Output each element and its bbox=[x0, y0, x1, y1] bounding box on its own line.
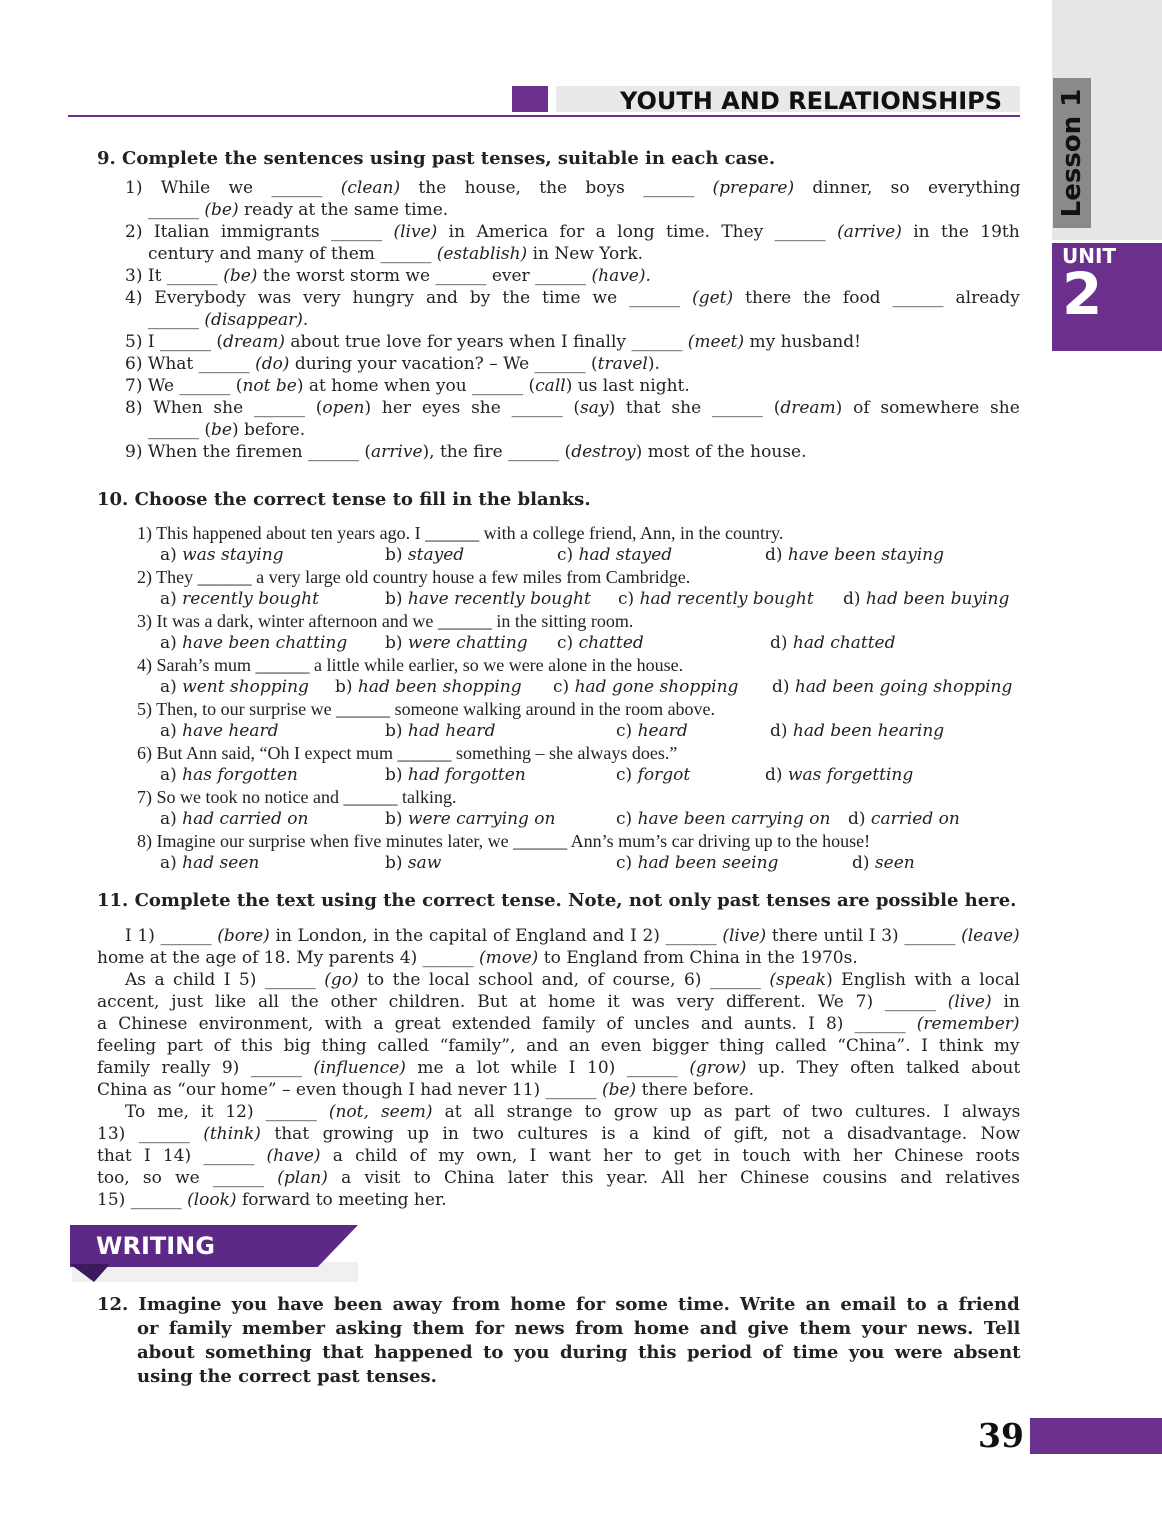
text-segment: 7) We ______ ( bbox=[125, 376, 243, 396]
verb-hint: (establish) bbox=[436, 244, 528, 264]
exercise-11-line bbox=[97, 1123, 1020, 1145]
option-letter: a) bbox=[160, 589, 183, 609]
option-text: were chatting bbox=[407, 633, 528, 653]
exercise-11-line bbox=[97, 1145, 1020, 1167]
exercise-10-question: 2) They ______ a very large old country house a few miles from Cambridge. bbox=[137, 567, 691, 587]
text-segment: in London, in the capital of England and I 2) ______ bbox=[269, 926, 723, 946]
answer-option bbox=[852, 852, 915, 874]
option-letter: a) bbox=[160, 853, 183, 873]
text-segment: 5) I ______ ( bbox=[125, 332, 224, 352]
text-segment: ) at home when you ______ ( bbox=[296, 376, 536, 396]
answer-option bbox=[765, 544, 944, 566]
verb-hint: (speak bbox=[769, 970, 827, 990]
option-letter: c) bbox=[553, 677, 575, 697]
option-text: had heard bbox=[407, 721, 496, 741]
verb-hint: (go) bbox=[324, 970, 359, 990]
option-letter: a) bbox=[160, 765, 183, 785]
verb-hint: (influence) bbox=[313, 1058, 406, 1078]
answer-option bbox=[335, 676, 522, 698]
text-segment: too, so we ______ bbox=[97, 1168, 278, 1188]
text-segment: ), the fire ______ ( bbox=[422, 442, 572, 462]
text-segment: to the local school and, of course, 6) ______ bbox=[358, 970, 770, 990]
exercise-10-question: 3) It was a dark, winter afternoon and we ______ in the sitting room. bbox=[137, 611, 634, 631]
option-text: carried on bbox=[870, 809, 960, 829]
text-segment: ) before. bbox=[232, 420, 306, 440]
answer-option bbox=[160, 632, 347, 654]
text-segment: me a lot while I 10) ______ bbox=[405, 1058, 690, 1078]
exercise-10-question: 7) So we took no notice and ______ talking. bbox=[137, 787, 457, 807]
verb-hint: (think) bbox=[203, 1124, 261, 1144]
option-letter: b) bbox=[385, 633, 408, 653]
verb-hint: say bbox=[580, 398, 609, 418]
option-text: had been seeing bbox=[637, 853, 779, 873]
option-letter: b) bbox=[385, 765, 408, 785]
answer-option bbox=[616, 808, 830, 830]
option-text: were carrying on bbox=[407, 809, 556, 829]
writing-banner-label: WRITING bbox=[96, 1232, 215, 1260]
verb-hint: open bbox=[322, 398, 365, 418]
option-text: was staying bbox=[182, 545, 284, 565]
exercise-9-line bbox=[125, 353, 660, 375]
answer-option bbox=[616, 720, 688, 742]
text-segment: that growing up in two cultures is a kind of gift, not a disadvantage. Now bbox=[260, 1124, 1021, 1144]
exercise-12-line: about something that happened to you during this period of time you were absent bbox=[137, 1342, 1021, 1363]
exercise-9-line bbox=[148, 243, 643, 265]
exercise-9-line bbox=[125, 265, 651, 287]
text-segment: 15) ______ bbox=[97, 1190, 188, 1210]
header-rule bbox=[68, 115, 1020, 117]
option-letter: c) bbox=[616, 721, 638, 741]
text-segment: dinner, so everything bbox=[794, 178, 1021, 198]
text-segment: China as “our home” – even though I had never 11) ______ bbox=[97, 1080, 602, 1100]
text-segment: in bbox=[991, 992, 1020, 1012]
verb-hint: (remember) bbox=[916, 1014, 1020, 1034]
option-text: had stayed bbox=[578, 545, 673, 565]
option-letter: c) bbox=[616, 853, 638, 873]
answer-option bbox=[765, 764, 913, 786]
verb-hint: (plan) bbox=[277, 1168, 328, 1188]
verb-hint: (clean) bbox=[340, 178, 401, 198]
exercise-11-line bbox=[125, 1101, 1020, 1123]
text-segment: ______ bbox=[148, 310, 205, 330]
exercise-11-line bbox=[97, 1035, 1020, 1057]
text-segment: that I 14) ______ bbox=[97, 1146, 267, 1166]
text-segment: 8) When she ______ ( bbox=[125, 398, 323, 418]
text-segment: there the food ______ already bbox=[733, 288, 1020, 308]
verb-hint: (get) bbox=[692, 288, 734, 308]
verb-hint: dream bbox=[780, 398, 836, 418]
verb-hint: (arrive) bbox=[837, 222, 902, 242]
text-segment: ) of somewhere she bbox=[835, 398, 1020, 418]
option-letter: a) bbox=[160, 809, 183, 829]
text-segment: ) that she ______ ( bbox=[608, 398, 781, 418]
text-segment: ______ bbox=[148, 200, 205, 220]
answer-option bbox=[385, 764, 526, 786]
exercise-11-line bbox=[97, 1167, 1020, 1189]
verb-hint: (be) bbox=[204, 200, 239, 220]
option-letter: b) bbox=[385, 545, 408, 565]
exercise-11-line bbox=[97, 1013, 1020, 1035]
verb-hint: (live) bbox=[722, 926, 767, 946]
page-number: 39 bbox=[978, 1416, 1024, 1455]
answer-option bbox=[160, 544, 284, 566]
verb-hint: (be) bbox=[601, 1080, 637, 1100]
exercise-9-line bbox=[125, 441, 807, 463]
option-text: had forgotten bbox=[407, 765, 526, 785]
verb-hint: call bbox=[535, 376, 566, 396]
verb-hint: (prepare) bbox=[712, 178, 795, 198]
text-segment: ). bbox=[647, 354, 660, 374]
exercise-9-line bbox=[148, 309, 308, 331]
option-letter: c) bbox=[557, 633, 579, 653]
answer-option bbox=[770, 720, 944, 742]
answer-option bbox=[770, 632, 896, 654]
answer-option bbox=[848, 808, 960, 830]
verb-hint: travel bbox=[597, 354, 648, 374]
option-text: had carried on bbox=[182, 809, 309, 829]
text-segment: ) English with a local bbox=[826, 970, 1020, 990]
text-segment: there before. bbox=[636, 1080, 755, 1100]
option-text: has forgotten bbox=[182, 765, 298, 785]
exercise-10-question: 5) Then, to our surprise we ______ someone walking around in the room above. bbox=[137, 699, 716, 719]
text-segment: 4) Everybody was very hungry and by the time we ______ bbox=[125, 288, 693, 308]
option-text: saw bbox=[407, 853, 442, 873]
option-text: stayed bbox=[407, 545, 465, 565]
option-text: had been shopping bbox=[357, 677, 522, 697]
text-segment: family really 9) ______ bbox=[97, 1058, 314, 1078]
option-text: had chatted bbox=[792, 633, 896, 653]
answer-option bbox=[385, 588, 591, 610]
text-segment: I 1) ______ bbox=[125, 926, 218, 946]
verb-hint: dream) bbox=[223, 332, 285, 352]
option-letter: d) bbox=[848, 809, 871, 829]
text-segment: ) most of the house. bbox=[635, 442, 807, 462]
option-text: went shopping bbox=[182, 677, 309, 697]
text-segment: at all strange to grow up as part of two cultures. I always bbox=[432, 1102, 1021, 1122]
option-letter: d) bbox=[765, 545, 788, 565]
exercise-9-title: 9. Complete the sentences using past tenses, suitable in each case. bbox=[97, 148, 776, 169]
option-text: was forgetting bbox=[787, 765, 914, 785]
text-segment: To me, it 12) ______ bbox=[125, 1102, 329, 1122]
verb-hint: not be bbox=[242, 376, 297, 396]
answer-option bbox=[160, 720, 278, 742]
option-text: chatted bbox=[578, 633, 644, 653]
answer-option bbox=[618, 588, 814, 610]
text-segment: 3) It ______ bbox=[125, 266, 224, 286]
verb-hint: (leave) bbox=[961, 926, 1020, 946]
exercise-10-question: 8) Imagine our surprise when five minutes later, we ______ Ann’s mum’s car driving up to the house! bbox=[137, 831, 871, 851]
lesson-label: Lesson 1 bbox=[1057, 88, 1087, 218]
option-letter: d) bbox=[765, 765, 788, 785]
option-text: had been buying bbox=[865, 589, 1010, 609]
verb-hint: (not, seem) bbox=[328, 1102, 433, 1122]
text-segment: 6) What ______ bbox=[125, 354, 256, 374]
option-letter: c) bbox=[618, 589, 640, 609]
exercise-11-line bbox=[97, 1057, 1020, 1079]
exercise-9-line bbox=[125, 287, 1020, 309]
page-number-bar bbox=[1030, 1418, 1162, 1454]
exercise-11-line bbox=[97, 1079, 754, 1101]
text-segment: during your vacation? – We ______ ( bbox=[289, 354, 598, 374]
answer-option bbox=[385, 632, 528, 654]
verb-hint: (move) bbox=[479, 948, 539, 968]
answer-option bbox=[772, 676, 1012, 698]
verb-hint: be bbox=[211, 420, 232, 440]
page-header-title: YOUTH AND RELATIONSHIPS bbox=[619, 87, 1002, 115]
unit-label: UNIT bbox=[1062, 244, 1117, 268]
option-letter: b) bbox=[385, 589, 408, 609]
option-text: seen bbox=[874, 853, 915, 873]
text-segment: 9) When the firemen ______ ( bbox=[125, 442, 372, 462]
verb-hint: destroy bbox=[571, 442, 636, 462]
option-letter: d) bbox=[772, 677, 795, 697]
text-segment: century and many of them ______ bbox=[148, 244, 437, 264]
answer-option bbox=[160, 764, 298, 786]
exercise-12-line: or family member asking them for news from home and give them your news. Tell bbox=[137, 1318, 1021, 1339]
option-text: heard bbox=[637, 721, 688, 741]
text-segment: a visit to China later this year. All her Chinese cousins and relatives bbox=[327, 1168, 1020, 1188]
answer-option bbox=[843, 588, 1009, 610]
option-text: have recently bought bbox=[407, 589, 591, 609]
option-letter: b) bbox=[385, 853, 408, 873]
lesson-label-wrap bbox=[1053, 78, 1091, 228]
exercise-9-line bbox=[148, 419, 305, 441]
option-letter: c) bbox=[616, 765, 638, 785]
exercise-11-line bbox=[125, 969, 1020, 991]
exercise-9-line bbox=[125, 375, 690, 397]
option-letter: a) bbox=[160, 721, 183, 741]
option-letter: a) bbox=[160, 545, 183, 565]
option-letter: b) bbox=[335, 677, 358, 697]
answer-option bbox=[160, 588, 319, 610]
verb-hint: (have). bbox=[591, 266, 651, 286]
text-segment: home at the age of 18. My parents 4) ______ bbox=[97, 948, 480, 968]
option-text: had been hearing bbox=[792, 721, 945, 741]
text-segment: ______ ( bbox=[148, 420, 212, 440]
answer-option bbox=[385, 720, 495, 742]
option-text: have been carrying on bbox=[637, 809, 831, 829]
text-segment: in the 19th bbox=[901, 222, 1020, 242]
option-text: recently bought bbox=[182, 589, 319, 609]
option-text: had gone shopping bbox=[574, 677, 739, 697]
answer-option bbox=[160, 808, 308, 830]
exercise-9-line bbox=[148, 199, 448, 221]
exercise-12-line: 12. Imagine you have been away from home for some time. Write an email to a friend bbox=[97, 1294, 1020, 1315]
exercise-11-line bbox=[97, 1189, 447, 1211]
text-segment: the worst storm we ______ ever ______ bbox=[257, 266, 592, 286]
text-segment: As a child I 5) ______ bbox=[125, 970, 325, 990]
verb-hint: (look) bbox=[187, 1190, 237, 1210]
option-letter: d) bbox=[770, 721, 793, 741]
text-segment: in New York. bbox=[527, 244, 644, 264]
answer-option bbox=[616, 764, 690, 786]
verb-hint: (grow) bbox=[689, 1058, 747, 1078]
verb-hint: (bore) bbox=[217, 926, 270, 946]
unit-number: 2 bbox=[1062, 260, 1103, 328]
option-text: had recently bought bbox=[639, 589, 814, 609]
answer-option bbox=[385, 544, 464, 566]
option-text: had seen bbox=[182, 853, 260, 873]
option-letter: d) bbox=[852, 853, 875, 873]
option-letter: a) bbox=[160, 633, 183, 653]
verb-hint: (be) bbox=[223, 266, 258, 286]
text-segment: a child of my own, I want her to get in touch with her Chinese roots bbox=[320, 1146, 1020, 1166]
verb-hint: (have) bbox=[266, 1146, 321, 1166]
text-segment: a Chinese environment, with a great extended family of uncles and aunts. I 8) ______ bbox=[97, 1014, 917, 1034]
option-letter: b) bbox=[385, 721, 408, 741]
answer-option bbox=[160, 852, 259, 874]
option-letter: c) bbox=[616, 809, 638, 829]
answer-option bbox=[385, 808, 556, 830]
answer-option bbox=[160, 676, 309, 698]
text-segment: forward to meeting her. bbox=[236, 1190, 447, 1210]
header-accent-square bbox=[512, 86, 548, 112]
option-text: have been chatting bbox=[182, 633, 348, 653]
option-text: have been staying bbox=[787, 545, 944, 565]
exercise-11-line bbox=[97, 947, 858, 969]
answer-option bbox=[616, 852, 778, 874]
exercise-10-title: 10. Choose the correct tense to fill in the blanks. bbox=[97, 489, 591, 510]
text-segment: ready at the same time. bbox=[238, 200, 449, 220]
verb-hint: (meet) bbox=[687, 332, 745, 352]
exercise-9-line bbox=[125, 177, 1020, 199]
text-segment: my husband! bbox=[744, 332, 861, 352]
exercise-10-question: 1) This happened about ten years ago. I ______ with a college friend, Ann, in the country. bbox=[137, 523, 784, 543]
verb-hint: (live) bbox=[393, 222, 438, 242]
text-segment: ) us last night. bbox=[565, 376, 690, 396]
text-segment: to England from China in the 1970s. bbox=[538, 948, 858, 968]
text-segment: 1) While we ______ bbox=[125, 178, 341, 198]
option-text: forgot bbox=[637, 765, 691, 785]
exercise-11-title: 11. Complete the text using the correct tense. Note, not only past tenses are possible here. bbox=[97, 890, 1017, 911]
text-segment: 13) ______ bbox=[97, 1124, 204, 1144]
exercise-9-line bbox=[125, 221, 1020, 243]
exercise-9-line bbox=[125, 397, 1020, 419]
text-segment: in America for a long time. They ______ bbox=[437, 222, 838, 242]
text-segment: there until I 3) ______ bbox=[766, 926, 962, 946]
text-segment: 2) Italian immigrants ______ bbox=[125, 222, 394, 242]
verb-hint: (live) bbox=[947, 992, 992, 1012]
exercise-10-question: 6) But Ann said, “Oh I expect mum ______ something – she always does.” bbox=[137, 743, 678, 763]
option-letter: b) bbox=[385, 809, 408, 829]
exercise-9-line bbox=[125, 331, 861, 353]
exercise-12-line: using the correct past tenses. bbox=[137, 1366, 437, 1387]
option-letter: c) bbox=[557, 545, 579, 565]
exercise-11-line bbox=[97, 991, 1020, 1013]
text-segment: ) her eyes she ______ ( bbox=[364, 398, 580, 418]
exercise-11-line bbox=[125, 925, 1020, 947]
answer-option bbox=[557, 544, 672, 566]
answer-option bbox=[385, 852, 441, 874]
option-letter: d) bbox=[770, 633, 793, 653]
answer-option bbox=[557, 632, 644, 654]
verb-hint: (do) bbox=[255, 354, 290, 374]
option-letter: a) bbox=[160, 677, 183, 697]
option-letter: d) bbox=[843, 589, 866, 609]
option-text: have heard bbox=[182, 721, 279, 741]
text-segment: up. They often talked about bbox=[746, 1058, 1021, 1078]
text-segment: accent, just like all the other children. But at home it was very different. We 7) ______ bbox=[97, 992, 948, 1012]
answer-option bbox=[553, 676, 738, 698]
text-segment: feeling part of this big thing called “family”, and an even bigger thing called “China”. I think my bbox=[97, 1036, 1020, 1056]
option-text: had been going shopping bbox=[794, 677, 1013, 697]
verb-hint: (disappear). bbox=[204, 310, 309, 330]
exercise-10-question: 4) Sarah’s mum ______ a little while earlier, so we were alone in the house. bbox=[137, 655, 684, 675]
text-segment: about true love for years when I finally ______ bbox=[284, 332, 688, 352]
text-segment: the house, the boys ______ bbox=[400, 178, 713, 198]
verb-hint: arrive bbox=[371, 442, 423, 462]
